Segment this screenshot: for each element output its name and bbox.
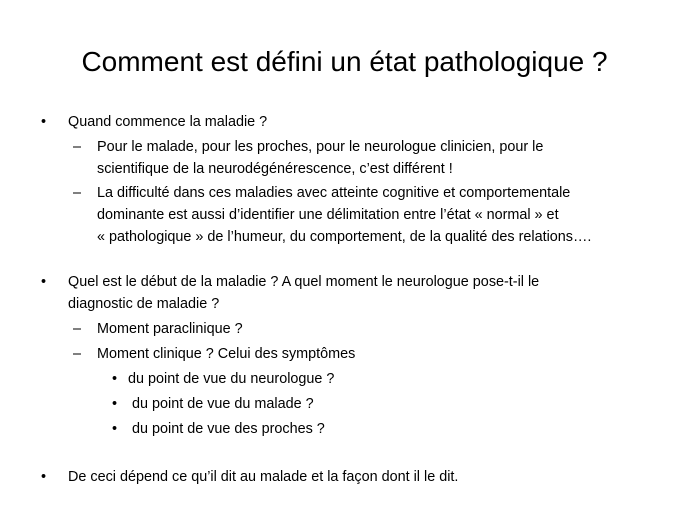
dash-marker: – <box>73 321 82 337</box>
sub-sub-bullet-text: du point de vue des proches ? <box>128 421 325 437</box>
sub-bullet-text: Moment clinique ? Celui des symptômes <box>97 346 356 362</box>
bullet-marker: • <box>41 114 47 130</box>
bullet-text: Quel est le début de la maladie ? A quel moment le neurologue pose-t-il le <box>68 274 540 290</box>
sub-sub-bullet-marker: • <box>112 421 118 437</box>
sub-sub-bullet-marker: • <box>112 396 118 412</box>
bullet-text: Quand commence la maladie ? <box>68 114 268 130</box>
sub-bullet-text: « pathologique » de l’humeur, du comportement, de la qualité des relations…. <box>97 229 592 245</box>
sub-bullet-text: Pour le malade, pour les proches, pour le neurologue clinicien, pour le <box>97 139 544 155</box>
sub-bullet-text: dominante est aussi d’identifier une délimitation entre l’état « normal » et <box>97 207 559 223</box>
sub-bullet-text: La difficulté dans ces maladies avec atteinte cognitive et comportementale <box>97 185 571 201</box>
dash-marker: – <box>73 139 82 155</box>
sub-bullet-text: Moment paraclinique ? <box>97 321 243 337</box>
sub-sub-bullet-marker: • <box>112 371 118 387</box>
dash-marker: – <box>73 346 82 362</box>
sub-sub-bullet-text: du point de vue du malade ? <box>128 396 314 412</box>
dash-marker: – <box>73 185 82 201</box>
bullet-text: De ceci dépend ce qu’il dit au malade et la façon dont il le dit. <box>68 469 459 485</box>
bullet-marker: • <box>41 469 47 485</box>
slide-title: Comment est défini un état pathologique ? <box>81 46 608 77</box>
bullet-text: diagnostic de maladie ? <box>68 296 220 312</box>
sub-bullet-text: scientifique de la neurodégénérescence, c’est différent ! <box>97 161 453 177</box>
sub-sub-bullet-text: du point de vue du neurologue ? <box>128 371 335 387</box>
bullet-marker: • <box>41 274 47 290</box>
